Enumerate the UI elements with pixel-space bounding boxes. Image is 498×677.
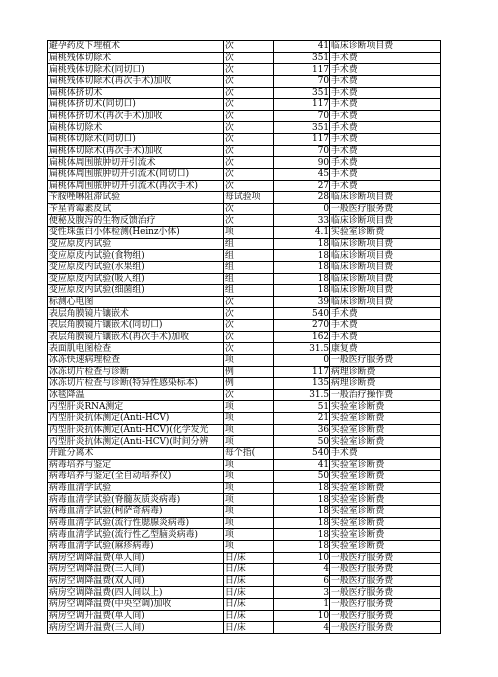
price-cell[interactable]: 351	[274, 87, 330, 99]
unit-cell[interactable]: 次	[224, 134, 274, 146]
category-cell[interactable]: 手术费	[330, 122, 441, 134]
category-cell[interactable]: 手术费	[330, 145, 441, 157]
category-cell[interactable]: 康复费	[330, 343, 441, 355]
table-row	[48, 52, 441, 64]
item-name-cell[interactable]: 扁桃体周围脓肿切开引流术(同切口)	[48, 168, 224, 180]
price-cell[interactable]: 3	[274, 587, 330, 599]
table-row	[48, 529, 441, 541]
unit-cell[interactable]: 次	[224, 145, 274, 157]
table-row	[48, 157, 441, 169]
table-row	[48, 471, 441, 483]
item-name-cell[interactable]: 病毒血清学试验(脊髓灰质炎病毒)	[48, 494, 224, 506]
table-row	[48, 250, 441, 262]
item-name-cell[interactable]: 病毒血清学试验(流行性腮腺炎病毒)	[48, 517, 224, 529]
category-cell[interactable]: 实验室诊断费	[330, 459, 441, 471]
unit-cell[interactable]: 次	[224, 203, 274, 215]
category-cell[interactable]: 临床诊断项目费	[330, 273, 441, 285]
table-row	[48, 436, 441, 448]
table-row	[48, 285, 441, 297]
table-row	[48, 599, 441, 611]
table-row	[48, 261, 441, 273]
category-cell[interactable]: 实验室诊断费	[330, 424, 441, 436]
item-name-cell[interactable]: 避孕药皮下埋植术	[48, 41, 224, 53]
unit-cell[interactable]: 日/床	[224, 622, 274, 634]
category-cell[interactable]: 手术费	[330, 110, 441, 122]
item-name-cell[interactable]: 变性珠蛋白小体检测(Heinz小体)	[48, 227, 224, 239]
table-row	[48, 320, 441, 332]
table-row	[48, 203, 441, 215]
table-row	[48, 168, 441, 180]
category-cell[interactable]: 实验室诊断费	[330, 436, 441, 448]
table-row	[48, 447, 441, 459]
item-name-cell[interactable]: 表面肌电图检查	[48, 343, 224, 355]
price-cell[interactable]: 4	[274, 622, 330, 634]
unit-cell[interactable]: 项	[224, 227, 274, 239]
item-name-cell[interactable]: 扁桃体切除术(同切口)	[48, 134, 224, 146]
table-row	[48, 110, 441, 122]
price-cell[interactable]: 10	[274, 552, 330, 564]
category-cell[interactable]: 一般治疗操作费	[330, 389, 441, 401]
item-name-cell[interactable]: 丙型肝炎抗体测定(Anti-HCV)	[48, 413, 224, 425]
table-row	[48, 180, 441, 192]
table-row	[48, 343, 441, 355]
table-row	[48, 192, 441, 204]
price-cell[interactable]: 270	[274, 320, 330, 332]
table-row	[48, 552, 441, 564]
price-cell[interactable]: 351	[274, 52, 330, 64]
table-row	[48, 610, 441, 622]
unit-cell[interactable]: 次	[224, 343, 274, 355]
table-row	[48, 575, 441, 587]
item-name-cell[interactable]: 扁桃残体切除术	[48, 52, 224, 64]
table-row	[48, 238, 441, 250]
price-cell[interactable]: 0	[274, 203, 330, 215]
table-row	[48, 122, 441, 134]
item-name-cell[interactable]: 表层角膜镜片镶嵌术	[48, 308, 224, 320]
table-row	[48, 564, 441, 576]
table-row	[48, 482, 441, 494]
unit-cell[interactable]: 次	[224, 320, 274, 332]
table-row	[48, 622, 441, 634]
unit-cell[interactable]: 次	[224, 389, 274, 401]
price-cell[interactable]: 117	[274, 366, 330, 378]
unit-cell[interactable]: 项	[224, 506, 274, 518]
table-row	[48, 134, 441, 146]
table-row	[48, 354, 441, 366]
price-cell[interactable]: 4	[274, 564, 330, 576]
table-row	[48, 296, 441, 308]
price-cell[interactable]: 10	[274, 610, 330, 622]
table-row	[48, 145, 441, 157]
category-cell[interactable]: 临床诊断项目费	[330, 261, 441, 273]
item-name-cell[interactable]: 病房空调升温费(单人间)	[48, 610, 224, 622]
category-cell[interactable]: 病理诊断费	[330, 366, 441, 378]
price-cell[interactable]: 70	[274, 75, 330, 87]
price-cell[interactable]: 31.5	[274, 389, 330, 401]
price-cell[interactable]: 90	[274, 157, 330, 169]
price-cell[interactable]: 540	[274, 308, 330, 320]
unit-cell[interactable]: 组	[224, 250, 274, 262]
price-cell[interactable]: 18	[274, 238, 330, 250]
unit-cell[interactable]: 项	[224, 540, 274, 552]
unit-cell[interactable]: 项	[224, 459, 274, 471]
category-cell[interactable]: 手术费	[330, 52, 441, 64]
category-cell[interactable]: 手术费	[330, 447, 441, 459]
item-name-cell[interactable]: 扁桃残体切除术(再次手术)加收	[48, 75, 224, 87]
item-name-cell[interactable]: 表层角膜镜片镶嵌术(再次手术)加收	[48, 331, 224, 343]
unit-cell[interactable]: 次	[224, 215, 274, 227]
price-cell[interactable]: 18	[274, 506, 330, 518]
item-name-cell[interactable]: 标测心电图	[48, 296, 224, 308]
item-name-cell[interactable]: 病房空调降温费(中央空调)加收	[48, 599, 224, 611]
category-cell[interactable]: 实验室诊断费	[330, 413, 441, 425]
table-row	[48, 64, 441, 76]
price-cell[interactable]: 117	[274, 99, 330, 111]
unit-cell[interactable]: 项	[224, 401, 274, 413]
category-cell[interactable]: 临床诊断项目费	[330, 192, 441, 204]
table-row	[48, 389, 441, 401]
category-cell[interactable]: 实验室诊断费	[330, 506, 441, 518]
price-cell[interactable]: 21	[274, 413, 330, 425]
price-cell[interactable]: 18	[274, 517, 330, 529]
item-name-cell[interactable]: 扁桃体挤切术(同切口)	[48, 99, 224, 111]
category-cell[interactable]: 手术费	[330, 99, 441, 111]
item-name-cell[interactable]: 病房空调降温费(四人间以上)	[48, 587, 224, 599]
unit-cell[interactable]: 项	[224, 436, 274, 448]
item-name-cell[interactable]: 冰冻切片检查与诊断(特异性感染标本)	[48, 378, 224, 390]
price-cell[interactable]: 33	[274, 215, 330, 227]
category-cell[interactable]: 手术费	[330, 75, 441, 87]
table-row	[48, 273, 441, 285]
unit-cell[interactable]: 日/床	[224, 564, 274, 576]
item-name-cell[interactable]: 丙型肝炎抗体测定(Anti-HCV)(化学发光	[48, 424, 224, 436]
unit-cell[interactable]: 日/床	[224, 610, 274, 622]
price-cell[interactable]: 45	[274, 168, 330, 180]
price-cell[interactable]: 70	[274, 110, 330, 122]
category-cell[interactable]: 实验室诊断费	[330, 517, 441, 529]
price-cell[interactable]: 50	[274, 436, 330, 448]
table-row	[48, 401, 441, 413]
unit-cell[interactable]: 次	[224, 110, 274, 122]
item-name-cell[interactable]: 变应原皮内试验(水果组)	[48, 261, 224, 273]
item-name-cell[interactable]: 病毒培养与鉴定	[48, 459, 224, 471]
item-name-cell[interactable]: 表层角膜镜片镶嵌术(同切口)	[48, 320, 224, 332]
category-cell[interactable]: 临床诊断项目费	[330, 238, 441, 250]
item-name-cell[interactable]: 病毒培养与鉴定(全自动培养仪)	[48, 471, 224, 483]
table-row	[48, 331, 441, 343]
unit-cell[interactable]: 组	[224, 238, 274, 250]
category-cell[interactable]: 一般医疗服务费	[330, 564, 441, 576]
item-name-cell[interactable]: 变应原皮内试验	[48, 238, 224, 250]
price-cell[interactable]: 18	[274, 261, 330, 273]
table-row	[48, 87, 441, 99]
price-cell[interactable]: 18	[274, 482, 330, 494]
unit-cell[interactable]: 次	[224, 331, 274, 343]
category-cell[interactable]: 手术费	[330, 331, 441, 343]
unit-cell[interactable]: 每个指(	[224, 447, 274, 459]
unit-cell[interactable]: 项	[224, 482, 274, 494]
table-row	[48, 494, 441, 506]
category-cell[interactable]: 手术费	[330, 157, 441, 169]
category-cell[interactable]: 实验室诊断费	[330, 529, 441, 541]
item-name-cell[interactable]: 病毒血清学试验(柯萨奇病毒)	[48, 506, 224, 518]
category-cell[interactable]: 手术费	[330, 180, 441, 192]
category-cell[interactable]: 一般医疗服务费	[330, 587, 441, 599]
category-cell[interactable]: 病理诊断费	[330, 378, 441, 390]
price-cell[interactable]: 51	[274, 401, 330, 413]
table-row	[48, 227, 441, 239]
category-cell[interactable]: 临床诊断项目费	[330, 296, 441, 308]
unit-cell[interactable]: 项	[224, 413, 274, 425]
table-row	[48, 75, 441, 87]
table-row	[48, 517, 441, 529]
unit-cell[interactable]: 日/床	[224, 599, 274, 611]
price-cell[interactable]: 18	[274, 540, 330, 552]
unit-cell[interactable]: 项	[224, 529, 274, 541]
unit-cell[interactable]: 每试验项	[224, 192, 274, 204]
category-cell[interactable]: 一般医疗服务费	[330, 575, 441, 587]
category-cell[interactable]: 临床诊断项目费	[330, 41, 441, 53]
unit-cell[interactable]: 次	[224, 64, 274, 76]
unit-cell[interactable]: 次	[224, 41, 274, 53]
category-cell[interactable]: 临床诊断项目费	[330, 215, 441, 227]
price-cell[interactable]: 70	[274, 145, 330, 157]
price-cell[interactable]: 351	[274, 122, 330, 134]
unit-cell[interactable]: 例	[224, 378, 274, 390]
unit-cell[interactable]: 项	[224, 517, 274, 529]
table-row	[48, 413, 441, 425]
table-row	[48, 459, 441, 471]
category-cell[interactable]: 手术费	[330, 168, 441, 180]
unit-cell[interactable]: 次	[224, 52, 274, 64]
unit-cell[interactable]: 项	[224, 494, 274, 506]
category-cell[interactable]: 手术费	[330, 320, 441, 332]
item-name-cell[interactable]: 扁桃体周围脓肿切开引流术(再次手术)	[48, 180, 224, 192]
price-cell[interactable]: 4.1	[274, 227, 330, 239]
price-cell[interactable]: 18	[274, 285, 330, 297]
item-name-cell[interactable]: 丙型肝炎抗体测定(Anti-HCV)(时间分辨	[48, 436, 224, 448]
table-row	[48, 366, 441, 378]
item-name-cell[interactable]: 病房空调降温费(三人间)	[48, 564, 224, 576]
price-cell[interactable]: 135	[274, 378, 330, 390]
price-cell[interactable]: 18	[274, 250, 330, 262]
table-row	[48, 540, 441, 552]
item-name-cell[interactable]: 扁桃体切除术	[48, 122, 224, 134]
unit-cell[interactable]: 项	[224, 354, 274, 366]
category-cell[interactable]: 手术费	[330, 64, 441, 76]
price-cell[interactable]: 18	[274, 273, 330, 285]
category-cell[interactable]: 实验室诊断费	[330, 540, 441, 552]
unit-cell[interactable]: 次	[224, 157, 274, 169]
category-cell[interactable]: 实验室诊断费	[330, 482, 441, 494]
unit-cell[interactable]: 项	[224, 471, 274, 483]
item-name-cell[interactable]: 并趾分离术	[48, 447, 224, 459]
price-cell[interactable]: 39	[274, 296, 330, 308]
unit-cell[interactable]: 组	[224, 261, 274, 273]
table-row	[48, 587, 441, 599]
unit-cell[interactable]: 项	[224, 424, 274, 436]
item-name-cell[interactable]: 扁桃体周围脓肿切开引流术	[48, 157, 224, 169]
category-cell[interactable]: 一般医疗服务费	[330, 552, 441, 564]
table-row	[48, 424, 441, 436]
unit-cell[interactable]: 次	[224, 308, 274, 320]
item-name-cell[interactable]: 便秘及腹泻的生物反馈治疗	[48, 215, 224, 227]
table-row	[48, 99, 441, 111]
category-cell[interactable]: 一般医疗服务费	[330, 203, 441, 215]
unit-cell[interactable]: 次	[224, 75, 274, 87]
unit-cell[interactable]: 次	[224, 122, 274, 134]
price-cell[interactable]: 36	[274, 424, 330, 436]
category-cell[interactable]: 临床诊断项目费	[330, 285, 441, 297]
category-cell[interactable]: 手术费	[330, 87, 441, 99]
table-row	[48, 308, 441, 320]
item-name-cell[interactable]: 病毒血清学试验	[48, 482, 224, 494]
item-name-cell[interactable]: 病房空调降温费(单人间)	[48, 552, 224, 564]
category-cell[interactable]: 实验室诊断费	[330, 227, 441, 239]
unit-cell[interactable]: 次	[224, 99, 274, 111]
unit-cell[interactable]: 组	[224, 285, 274, 297]
item-name-cell[interactable]: 冰毯降温	[48, 389, 224, 401]
category-cell[interactable]: 临床诊断项目费	[330, 250, 441, 262]
item-name-cell[interactable]: 冰冻快速病理检查	[48, 354, 224, 366]
item-name-cell[interactable]: 病毒血清学试验(麻疹病毒)	[48, 540, 224, 552]
item-name-cell[interactable]: 扁桃残体切除术(同切口)	[48, 64, 224, 76]
price-cell[interactable]: 31.5	[274, 343, 330, 355]
price-cell[interactable]: 0	[274, 354, 330, 366]
price-cell[interactable]: 41	[274, 459, 330, 471]
price-cell[interactable]: 1	[274, 599, 330, 611]
item-name-cell[interactable]: 冰冻切片检查与诊断	[48, 366, 224, 378]
item-name-cell[interactable]: 变应原皮内试验(吸入组)	[48, 273, 224, 285]
category-cell[interactable]: 一般医疗服务费	[330, 354, 441, 366]
price-cell[interactable]: 50	[274, 471, 330, 483]
category-cell[interactable]: 实验室诊断费	[330, 471, 441, 483]
table-row	[48, 378, 441, 390]
item-name-cell[interactable]: 苄星青霉素皮试	[48, 203, 224, 215]
category-cell[interactable]: 手术费	[330, 308, 441, 320]
unit-cell[interactable]: 次	[224, 296, 274, 308]
item-name-cell[interactable]: 病毒血清学试验(流行性乙型脑炎病毒)	[48, 529, 224, 541]
unit-cell[interactable]: 次	[224, 87, 274, 99]
price-cell[interactable]: 162	[274, 331, 330, 343]
price-cell[interactable]: 18	[274, 494, 330, 506]
item-name-cell[interactable]: 扁桃体挤切术(再次手术)加收	[48, 110, 224, 122]
price-cell[interactable]: 117	[274, 134, 330, 146]
table-row	[48, 215, 441, 227]
price-cell[interactable]: 27	[274, 180, 330, 192]
item-name-cell[interactable]: 病房空调降温费(双人间)	[48, 575, 224, 587]
unit-cell[interactable]: 次	[224, 180, 274, 192]
unit-cell[interactable]: 次	[224, 168, 274, 180]
item-name-cell[interactable]: 丙型肝炎RNA测定	[48, 401, 224, 413]
price-cell[interactable]: 117	[274, 64, 330, 76]
category-cell[interactable]: 一般医疗服务费	[330, 599, 441, 611]
table-row	[48, 41, 441, 53]
price-cell[interactable]: 6	[274, 575, 330, 587]
price-cell[interactable]: 41	[274, 41, 330, 53]
price-table	[47, 40, 441, 634]
category-cell[interactable]: 手术费	[330, 134, 441, 146]
category-cell[interactable]: 一般医疗服务费	[330, 622, 441, 634]
item-name-cell[interactable]: 扁桃体切除术(再次手术)加收	[48, 145, 224, 157]
item-name-cell[interactable]: 苄胺唑啉阻滞试验	[48, 192, 224, 204]
price-cell[interactable]: 18	[274, 529, 330, 541]
price-table-body	[48, 41, 441, 634]
item-name-cell[interactable]: 变应原皮内试验(食物组)	[48, 250, 224, 262]
table-row	[48, 506, 441, 518]
unit-cell[interactable]: 日/床	[224, 552, 274, 564]
category-cell[interactable]: 实验室诊断费	[330, 401, 441, 413]
item-name-cell[interactable]: 变应原皮内试验(细菌组)	[48, 285, 224, 297]
item-name-cell[interactable]: 扁桃体挤切术	[48, 87, 224, 99]
category-cell[interactable]: 一般医疗服务费	[330, 610, 441, 622]
item-name-cell[interactable]: 病房空调升温费(三人间)	[48, 622, 224, 634]
unit-cell[interactable]: 例	[224, 366, 274, 378]
price-cell[interactable]: 540	[274, 447, 330, 459]
price-cell[interactable]: 28	[274, 192, 330, 204]
category-cell[interactable]: 实验室诊断费	[330, 494, 441, 506]
unit-cell[interactable]: 日/床	[224, 587, 274, 599]
unit-cell[interactable]: 日/床	[224, 575, 274, 587]
unit-cell[interactable]: 组	[224, 273, 274, 285]
